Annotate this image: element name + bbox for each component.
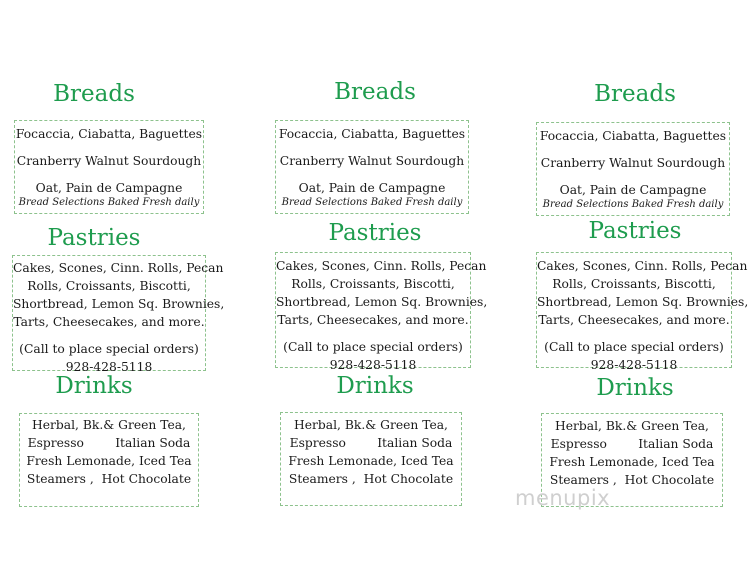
pastries-item: Rolls, Croissants, Biscotti, xyxy=(27,279,191,293)
breads-box xyxy=(275,120,469,214)
pastries-item: Cakes, Scones, Cinn. Rolls, Pecan xyxy=(276,259,487,273)
breads-item: Cranberry Walnut Sourdough xyxy=(540,156,726,170)
pastries-heading: Pastries xyxy=(47,225,141,251)
pastries-item: Tarts, Cheesecakes, and more. xyxy=(277,313,469,327)
breads-item: Oat, Pain de Campagne xyxy=(35,181,183,195)
drinks-item: Steamers , Hot Chocolate xyxy=(288,472,454,486)
breads-item: Focaccia, Ciabatta, Baguettes xyxy=(278,127,466,141)
pastries-item: Cakes, Scones, Cinn. Rolls, Pecan xyxy=(13,261,224,275)
pastries-item: Rolls, Croissants, Biscotti, xyxy=(552,277,716,291)
phone-number: 928-428-5118 xyxy=(590,358,678,372)
drinks-item: Fresh Lemonade, Iced Tea xyxy=(26,454,192,468)
special-orders-text: (Call to place special orders) xyxy=(19,342,199,356)
drinks-box xyxy=(19,413,199,507)
drinks-item: Fresh Lemonade, Iced Tea xyxy=(549,455,715,469)
pastries-item: Cakes, Scones, Cinn. Rolls, Pecan xyxy=(537,259,748,273)
breads-item: Oat, Pain de Campagne xyxy=(298,181,446,195)
pastries-box xyxy=(536,252,749,372)
pastries-heading: Pastries xyxy=(328,220,422,246)
breads-note: Bread Selections Baked Fresh daily xyxy=(18,197,200,208)
drinks-item: Herbal, Bk.& Green Tea, xyxy=(32,418,186,432)
menu-column-2 xyxy=(261,0,501,580)
breads-item: Focaccia, Ciabatta, Baguettes xyxy=(539,129,727,143)
breads-note: Bread Selections Baked Fresh daily xyxy=(542,199,724,210)
breads-item: Oat, Pain de Campagne xyxy=(559,183,707,197)
breads-box xyxy=(536,122,730,216)
pastries-box xyxy=(275,252,488,372)
menupix-watermark: menupix xyxy=(515,486,611,510)
pastries-item: Rolls, Croissants, Biscotti, xyxy=(291,277,455,291)
breads-box xyxy=(14,120,204,214)
drinks-item: Espresso Italian Soda xyxy=(550,437,714,451)
breads-item: Focaccia, Ciabatta, Baguettes xyxy=(15,127,203,141)
breads-note: Bread Selections Baked Fresh daily xyxy=(281,197,463,208)
phone-number: 928-428-5118 xyxy=(65,360,153,374)
special-orders-text: (Call to place special orders) xyxy=(544,340,724,354)
pastries-heading: Pastries xyxy=(588,218,682,244)
pastries-item: Tarts, Cheesecakes, and more. xyxy=(13,315,205,329)
drinks-item: Steamers , Hot Chocolate xyxy=(549,473,715,487)
drinks-item: Espresso Italian Soda xyxy=(27,436,191,450)
pastries-item: Shortbread, Lemon Sq. Brownies, xyxy=(13,297,225,311)
drinks-heading: Drinks xyxy=(336,373,414,399)
phone-number: 928-428-5118 xyxy=(329,358,417,372)
drinks-heading: Drinks xyxy=(596,375,674,401)
breads-item: Cranberry Walnut Sourdough xyxy=(16,154,202,168)
pastries-item: Shortbread, Lemon Sq. Brownies, xyxy=(537,295,749,309)
special-orders-text: (Call to place special orders) xyxy=(283,340,463,354)
breads-heading: Breads xyxy=(334,79,416,105)
drinks-box xyxy=(280,412,462,506)
breads-heading: Breads xyxy=(594,81,676,107)
pastries-item: Shortbread, Lemon Sq. Brownies, xyxy=(276,295,488,309)
pastries-item: Tarts, Cheesecakes, and more. xyxy=(538,313,730,327)
menu-column-1 xyxy=(0,0,240,580)
pastries-box xyxy=(12,255,225,374)
drinks-item: Steamers , Hot Chocolate xyxy=(26,472,192,486)
drinks-item: Herbal, Bk.& Green Tea, xyxy=(555,419,709,433)
breads-heading: Breads xyxy=(53,81,135,107)
drinks-item: Espresso Italian Soda xyxy=(289,436,453,450)
drinks-item: Fresh Lemonade, Iced Tea xyxy=(288,454,454,468)
drinks-item: Herbal, Bk.& Green Tea, xyxy=(294,418,448,432)
breads-item: Cranberry Walnut Sourdough xyxy=(279,154,465,168)
drinks-heading: Drinks xyxy=(55,373,133,399)
